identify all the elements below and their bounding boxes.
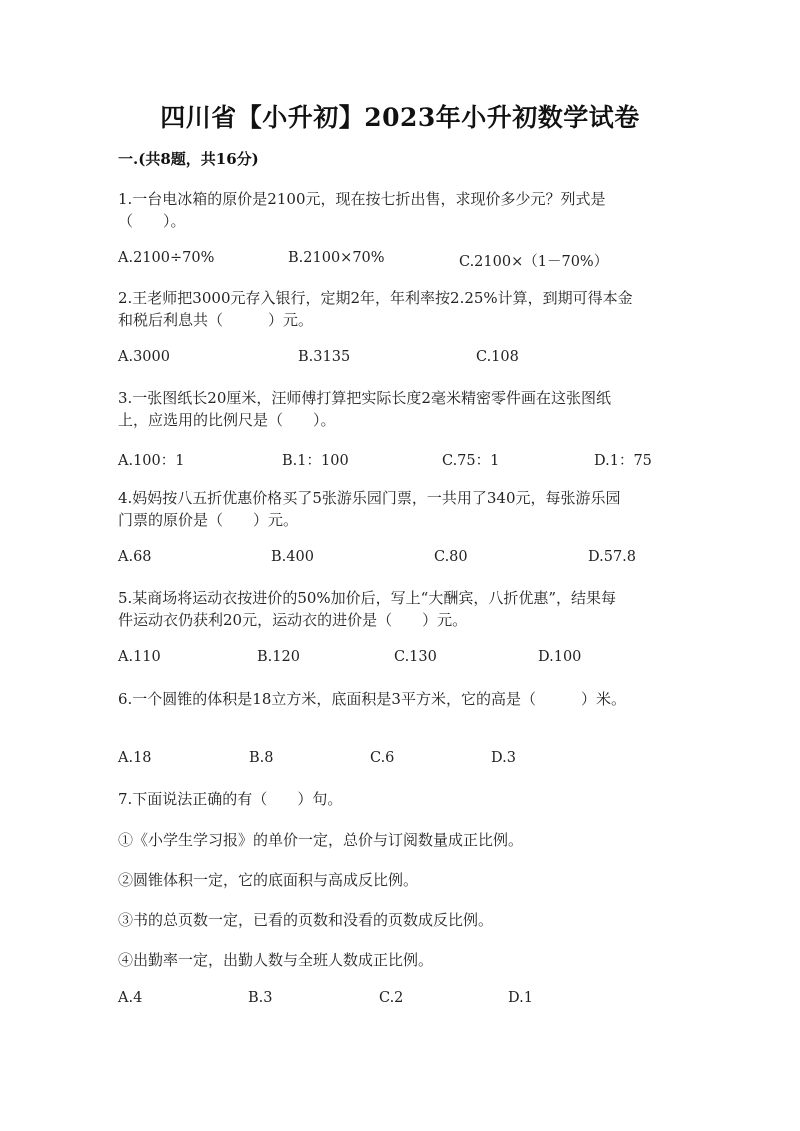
option-b: B.400 [271, 549, 314, 565]
option-a: A.3000 [118, 349, 170, 365]
option-a: A.18 [118, 750, 152, 766]
question-stem-line: 件运动衣仍获利20元，运动衣的进价是（ ）元。 [118, 611, 468, 629]
question-4-options [118, 549, 718, 571]
option-a: A.100：1 [118, 453, 185, 469]
question-3-options [118, 449, 718, 471]
statement-1: ①《小学生学习报》的单价一定，总价与订阅数量成正比例。 [118, 831, 524, 849]
statement-3: ③书的总页数一定，已看的页数和没看的页数成反比例。 [118, 911, 494, 929]
option-c: C.2 [379, 990, 404, 1006]
question-2-options [118, 349, 718, 371]
question-7-options [118, 990, 718, 1012]
question-stem-line: （ ）。 [118, 212, 186, 230]
exam-title: 四川省【小升初】2023年小升初数学试卷 [160, 103, 640, 132]
option-b: B.3 [248, 990, 273, 1006]
option-a: A.2100÷70% [118, 250, 215, 266]
option-c: C.80 [434, 549, 468, 565]
option-c: C.130 [394, 649, 437, 665]
question-4 [118, 487, 688, 531]
option-a: A.68 [118, 549, 152, 565]
question-7 [118, 788, 688, 810]
question-6 [118, 688, 688, 710]
option-b: B.8 [249, 750, 274, 766]
question-stem-line: 上，应选用的比例尺是（ ）。 [118, 411, 336, 429]
option-c: C.108 [476, 349, 519, 365]
question-stem-line: 和税后利息共（ ）元。 [118, 311, 314, 329]
option-d: D.1 [508, 990, 533, 1006]
option-d: D.100 [538, 649, 582, 665]
question-2 [118, 287, 688, 331]
option-d: D.57.8 [588, 549, 637, 565]
option-b: B.2100×70% [288, 250, 385, 266]
option-d: D.1：75 [594, 453, 652, 469]
question-5-options [118, 649, 718, 671]
question-stem-line: 2.王老师把3000元存入银行，定期2年，年利率按2.25%计算，到期可得本金 [118, 289, 633, 307]
statement-2: ②圆锥体积一定，它的底面积与高成反比例。 [118, 871, 419, 889]
question-1-options [118, 250, 718, 272]
section-header: 一.(共8题，共16分) [118, 150, 259, 168]
option-d: D.3 [491, 750, 516, 766]
option-b: B.3135 [298, 349, 351, 365]
question-stem-line: 1.一台电冰箱的原价是2100元，现在按七折出售，求现价多少元？列式是 [118, 190, 606, 208]
question-3 [118, 387, 688, 431]
option-c: C.75：1 [442, 453, 500, 469]
statement-4: ④出勤率一定，出勤人数与全班人数成正比例。 [118, 951, 434, 969]
question-stem-line: 7.下面说法正确的有（ ）句。 [118, 790, 343, 808]
question-1 [118, 188, 688, 232]
option-b: B.120 [257, 649, 300, 665]
option-a: A.4 [118, 990, 143, 1006]
option-b: B.1：100 [282, 453, 349, 469]
question-stem-line: 门票的原价是（ ）元。 [118, 511, 299, 529]
question-5 [118, 587, 688, 631]
option-a: A.110 [118, 649, 161, 665]
question-stem-line: 5.某商场将运动衣按进价的50%加价后，写上“大酬宾，八折优惠”，结果每 [118, 589, 616, 607]
question-stem-line: 4.妈妈按八五折优惠价格买了5张游乐园门票，一共用了340元，每张游乐园 [118, 489, 621, 507]
option-c: C.2100×（1－70%） [459, 254, 609, 270]
question-stem-line: 3.一张图纸长20厘米，汪师傅打算把实际长度2毫米精密零件画在这张图纸 [118, 389, 611, 407]
question-stem-line: 6.一个圆锥的体积是18立方米，底面积是3平方米，它的高是（ ）米。 [118, 690, 626, 708]
question-6-options [118, 750, 718, 772]
option-c: C.6 [370, 750, 395, 766]
